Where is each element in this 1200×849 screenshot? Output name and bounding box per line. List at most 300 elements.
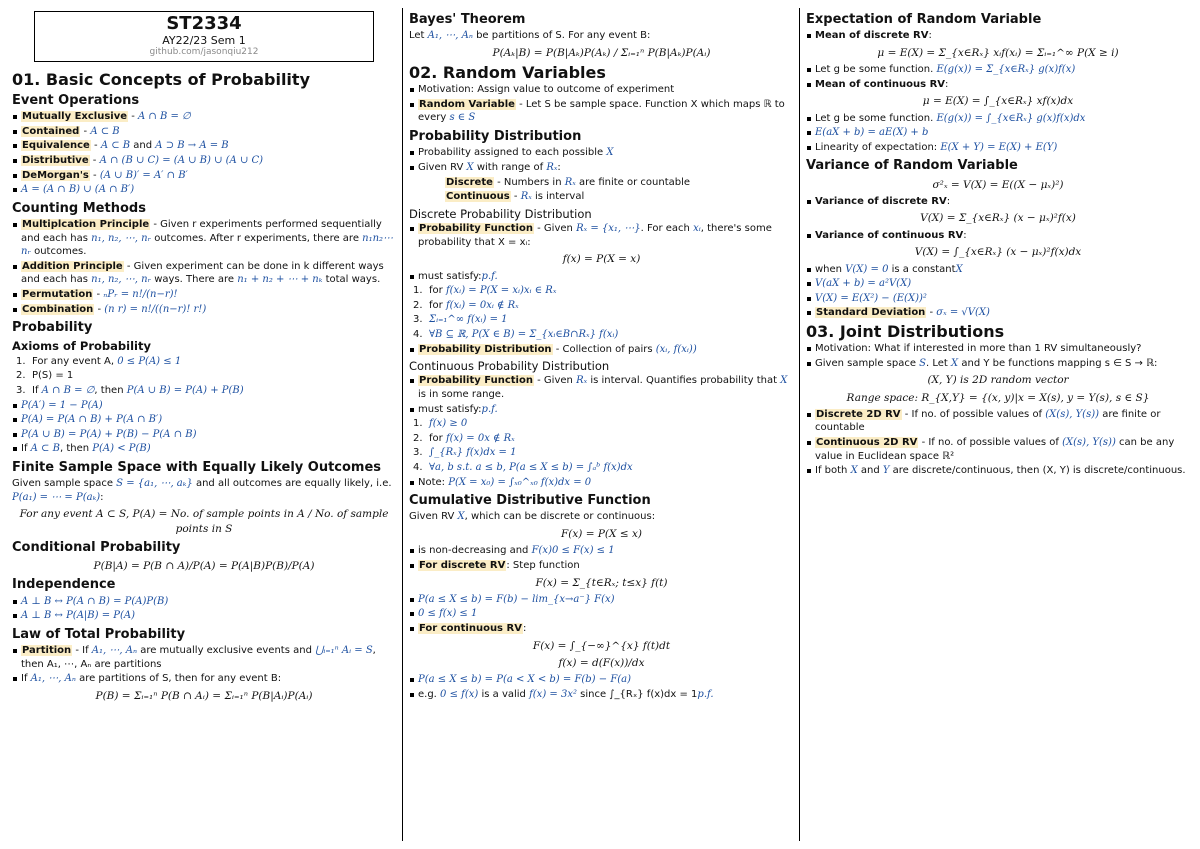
text-run: e.g. (418, 688, 441, 700)
math-expression: X (955, 263, 963, 275)
section-heading: Finite Sample Space with Equally Likely Outcomes (12, 459, 382, 475)
item-number: 1. (413, 418, 423, 430)
text-run: - If no. of possible values of (901, 408, 1046, 420)
bullet-item (12, 218, 396, 259)
math-expression: A ∩ (B ∪ C) = (A ∪ B) ∪ (A ∪ C) (99, 155, 264, 166)
math-expression: Σᵢ₌₁^∞ f(xᵢ) = 1 (429, 314, 508, 326)
text-run: . For each (640, 223, 694, 235)
section-heading: 03. Joint Distributions (806, 321, 1005, 341)
bold-term: Variance of continuous RV (815, 229, 964, 241)
math-expression: A ⊥ B ↔ P(A|B) = P(A) (21, 610, 136, 622)
text-run: Let g be some function. (815, 112, 937, 124)
math-expression: 0 ≤ f(x) (440, 688, 479, 700)
text-run: - (80, 125, 91, 137)
equation: μ = E(X) = ∫_{x∈Rₓ} xf(x)dx (922, 95, 1074, 108)
bullet-item (409, 673, 794, 687)
bullet-item (12, 399, 396, 413)
math-expression: E(g(x)) = Σ_{x∈Rₓ} g(x)f(x) (936, 64, 1076, 76)
item-number: 2. (413, 432, 423, 444)
text-run: is a valid (478, 688, 530, 700)
math-expression: n₁n₂⋯nᵣ (21, 232, 394, 258)
numbered-item (16, 355, 396, 369)
bullet-item (409, 622, 794, 636)
highlighted-term: Multiplcation Principle (22, 219, 150, 231)
math-expression: ⋃ᵢ₌₁ⁿ Aᵢ = S (315, 645, 373, 657)
bullet-item (409, 607, 794, 621)
bullet-item (12, 288, 396, 302)
column-divider (402, 8, 403, 841)
text-run: - (94, 303, 105, 315)
math-expression: F(x) (531, 545, 552, 557)
text-run: is interval (531, 191, 585, 203)
text-run: with range of (473, 161, 547, 173)
highlighted-term: Continuous 2D RV (816, 437, 918, 449)
bullet-item (806, 229, 1190, 243)
math-expression: P(a ≤ X ≤ b) = P(a < X < b) = F(b) − F(a) (418, 674, 632, 686)
highlighted-term: Contained (22, 125, 80, 137)
math-expression: V(aX + b) = a²V(X) (815, 278, 912, 290)
bold-term: Mean of discrete RV (815, 30, 929, 42)
text-paragraph (409, 510, 794, 524)
bullet-item (409, 593, 794, 607)
math-expression: ∀a, b s.t. a ≤ b, P(a ≤ X ≤ b) = ∫ₐᵇ f(x)dx (429, 462, 633, 474)
math-expression: n₁, n₂, ⋯, nᵣ (91, 232, 152, 244)
math-expression: A₁, ⋯, Aₙ (427, 30, 473, 42)
bullet-item (12, 442, 396, 456)
math-expression: A₁, ⋯, Aₙ (91, 645, 138, 657)
item-number: 1. (413, 285, 423, 297)
text-run: ways. There are (151, 274, 238, 286)
text-run: Let (409, 30, 428, 42)
item-number: 3. (413, 314, 423, 326)
bullet-item (12, 154, 396, 168)
math-expression: (xᵢ, f(xᵢ)) (655, 343, 697, 355)
text-run: are discrete/continuous, then (X, Y) is discrete/continuous. (889, 465, 1186, 477)
math-expression: A ⊥ B ↔ P(A ∩ B) = P(A)P(B) (21, 595, 169, 607)
math-expression: σₓ = √V(X) (936, 307, 990, 319)
math-expression: S (919, 357, 927, 369)
highlighted-term: Random Variable (419, 98, 515, 110)
text-run: : (963, 229, 967, 241)
bullet-item (12, 110, 396, 124)
text-run: , which can be discrete or continuous: (464, 511, 656, 523)
math-expression: P(A ∪ B) = P(A) + P(B) − P(A ∩ B) (21, 428, 197, 440)
math-expression: f(x) = 0 (445, 432, 485, 444)
math-expression: 0 ≤ f(x) ≤ 1 (418, 608, 478, 620)
section-heading: 01. Basic Concepts of Probability (12, 69, 310, 89)
math-expression: A ⊂ B (30, 443, 60, 455)
text-run: : (557, 161, 561, 173)
text-run: - Numbers in (493, 176, 565, 188)
math-expression: A ∩ B = ∅ (41, 385, 95, 396)
text-run: - (510, 191, 521, 203)
math-expression: A = (A ∩ B) ∪ (A ∩ B′) (21, 184, 135, 196)
equation: f(x) = P(X = x) (562, 253, 641, 266)
highlighted-term: For continuous RV (419, 622, 522, 634)
text-run: is a constant (888, 263, 956, 275)
math-expression: f(x) = 3x² (529, 688, 577, 700)
section-heading: Probability Distribution (409, 129, 582, 145)
section-heading: Independence (12, 577, 116, 593)
text-run: - Given (533, 223, 577, 235)
bullet-item (12, 139, 396, 153)
bullet-item (409, 98, 794, 125)
highlighted-term: Standard Deviation (816, 307, 926, 319)
column-1 (12, 8, 396, 843)
bullet-item (806, 112, 1190, 126)
highlighted-term: Equivalence (22, 140, 90, 152)
text-run: must satisfy: (418, 270, 482, 282)
text-run: for (429, 299, 446, 311)
bullet-item (806, 78, 1190, 92)
math-expression: X (780, 375, 788, 387)
text-run: are partitions of S, then for any event B: (75, 673, 282, 685)
math-expression: f(xᵢ) = P(X = xᵢ) (445, 285, 524, 297)
item-number: 2. (413, 299, 423, 311)
text-run: : (928, 30, 932, 42)
bullet-item (12, 125, 396, 139)
text-run: - (89, 155, 100, 166)
math-expression: X (457, 511, 465, 523)
highlighted-term: Distributive (22, 155, 89, 166)
math-expression: 0 ≤ F(x) ≤ 1 (551, 545, 615, 557)
math-expression: (n r) = n!/((n−r)! r!) (104, 303, 207, 315)
text-run: and all outcomes are equally likely, i.e. (192, 478, 392, 490)
math-expression: X (850, 465, 858, 477)
text-run: - (89, 169, 100, 181)
section-heading: Event Operations (12, 92, 140, 108)
equation: (X, Y) is 2D random vector (927, 374, 1069, 387)
item-number: 3. (16, 385, 26, 396)
item-number: 3. (413, 447, 423, 459)
math-expression: A₁, ⋯, Aₙ (30, 673, 76, 685)
math-expression: ₙPᵣ = n!/(n−r)! (103, 289, 178, 300)
math-expression: (A ∪ B)′ = A′ ∩ B′ (99, 169, 188, 181)
equation: For any event A ⊂ S, P(A) = No. of sample points in A / No. of sample points in S (19, 508, 389, 535)
bullet-item (806, 29, 1190, 43)
text-run: - (128, 111, 138, 123)
bullet-item (12, 644, 396, 671)
math-expression: E(g(x)) = ∫_{x∈Rₓ} g(x)f(x)dx (936, 112, 1086, 124)
text-run: Let g be some function. (815, 64, 937, 76)
numbered-item (413, 432, 794, 446)
math-expression: Y (882, 465, 890, 477)
highlighted-term: For discrete RV (419, 559, 506, 571)
text-run: - Collection of pairs (552, 343, 656, 355)
text-run: If both (815, 465, 851, 477)
equation: P(B) = Σᵢ₌₁ⁿ P(B ∩ Aᵢ) = Σᵢ₌₁ⁿ P(B|Aᵢ)P(Aᵢ) (95, 689, 313, 702)
column-divider (799, 8, 800, 841)
section-heading: Cumulative Distributive Function (409, 493, 651, 509)
text-run: is interval. Quantifies probability that (587, 375, 781, 387)
title-box (34, 11, 374, 62)
bullet-item (409, 343, 794, 357)
numbered-item (413, 328, 794, 342)
text-run: and (130, 140, 156, 152)
bullet-item (409, 688, 794, 702)
bullet-item (806, 263, 1190, 277)
section-heading: Continuous Probability Distribution (409, 359, 610, 374)
math-expression: P(A) < P(B) (92, 443, 151, 455)
numbered-item (16, 384, 396, 398)
highlighted-term: Mutually Exclusive (22, 111, 128, 123)
math-expression: A ⊂ B (100, 140, 131, 152)
page-subtitle: AY22/23 Sem 1 (162, 33, 246, 47)
item-number: 4. (413, 462, 423, 474)
equation: F(x) = ∫_{−∞}^{x} f(t)dt (532, 639, 671, 652)
text-run: Given RV (418, 161, 467, 173)
math-expression: X (951, 357, 959, 369)
math-expression: A ⊂ B (90, 125, 120, 137)
text-run: when (815, 263, 846, 275)
math-expression: Rₓ (576, 375, 588, 387)
bullet-item (409, 374, 794, 401)
equation: P(B|A) = P(B ∩ A)/P(A) = P(A|B)P(B)/P(A) (93, 560, 315, 573)
section-heading: Expectation of Random Variable (806, 12, 1042, 27)
math-expression: Rₓ = {x₁, ⋯} (576, 223, 641, 235)
text-run: Given RV (409, 511, 458, 523)
equation: σ²ₓ = V(X) = E((X − μₓ)²) (932, 178, 1064, 191)
math-expression: P(A′) = 1 − P(A) (21, 399, 103, 411)
text-run: Note: (418, 476, 449, 488)
text-paragraph (409, 176, 794, 190)
numbered-item (413, 417, 794, 431)
text-run: : (946, 195, 951, 207)
math-expression: f(x) ≥ 0 (429, 418, 468, 430)
math-expression: X (606, 147, 614, 159)
text-run: for (429, 285, 446, 297)
equation: V(X) = ∫_{x∈Rₓ} (x − μₓ)²f(x)dx (914, 246, 1082, 259)
math-expression: f(xᵢ) = 0 (445, 299, 487, 311)
math-expression: xᵢ ∉ Rₓ (486, 299, 519, 311)
highlighted-term: Discrete 2D RV (816, 408, 901, 420)
math-expression: n₁, n₂, ⋯, nᵣ (91, 274, 152, 286)
bullet-item (806, 141, 1190, 155)
text-run: Motivation: What if interested in more than 1 RV simultaneously? (815, 343, 1142, 355)
numbered-item (16, 369, 396, 383)
bullet-item (806, 195, 1190, 209)
math-expression: p.f. (697, 688, 714, 700)
bullet-item (12, 303, 396, 317)
highlighted-term: Probability Function (419, 223, 533, 235)
text-run: are finite or countable (575, 176, 691, 188)
bullet-item (409, 161, 794, 175)
bullet-item (806, 464, 1190, 478)
section-heading: 02. Random Variables (409, 63, 606, 83)
numbered-item (413, 461, 794, 475)
equation: f(x) = d(F(x))/dx (558, 656, 645, 669)
item-number: 2. (16, 370, 26, 382)
bullet-item (409, 403, 794, 417)
math-expression: Rₓ (546, 161, 558, 173)
bullet-item (806, 126, 1190, 140)
math-expression: V(X) = E(X²) − (E(X))² (815, 292, 927, 304)
math-expression: A ∩ B = ∅ (137, 111, 191, 123)
text-paragraph (12, 477, 396, 504)
text-run: outcomes. (30, 246, 87, 258)
bullet-item (409, 146, 794, 160)
text-run: outcomes. After r experiments, there are (151, 232, 363, 244)
text-run: must satisfy: (418, 403, 482, 415)
text-run: Linearity of expectation: (815, 141, 941, 153)
math-expression: P(a ≤ X ≤ b) = F(b) − lim_{x→a⁻} F(x) (418, 593, 615, 605)
bullet-item (806, 357, 1190, 371)
math-expression: P(X = x₀) = ∫ₓ₀^ₓ₀ f(x)dx = 0 (448, 476, 592, 488)
highlighted-term: Probability Distribution (419, 343, 552, 355)
text-run: since ∫_{Rₓ} f(x)dx = 1 (576, 688, 698, 700)
text-run: , then A₁, ⋯, Aₙ are partitions (21, 645, 376, 670)
bullet-item (409, 559, 794, 573)
text-run: - Given r experiments performed sequentially and each has (21, 219, 382, 244)
section-heading: Variance of Random Variable (806, 158, 1018, 174)
bullet-item (806, 277, 1190, 291)
text-run: Given sample space (12, 478, 117, 490)
text-run: : (100, 491, 104, 503)
highlighted-term: DeMorgan's (22, 169, 89, 181)
text-run: - Given experiment can be done in k different ways and each has (21, 260, 384, 286)
numbered-item (413, 446, 794, 460)
bullet-item (806, 342, 1190, 356)
text-run: : (945, 78, 949, 90)
bold-term: Mean of continuous RV (815, 78, 946, 90)
text-run: - If no. of possible values of (918, 437, 1063, 449)
bullet-item (12, 428, 396, 442)
bold-term: Variance of discrete RV (815, 195, 947, 207)
section-heading: Axioms of Probability (12, 339, 151, 354)
bullet-item (409, 222, 794, 249)
math-expression: s ∈ S (449, 112, 476, 124)
bullet-item (12, 260, 396, 287)
text-run: - Let S be sample space. Function X which maps ℝ to every (418, 98, 785, 124)
math-expression: E(aX + b) = aE(X) + b (815, 127, 929, 139)
bullet-item (806, 436, 1190, 463)
text-run: For any event A, (32, 355, 118, 367)
bullet-item (409, 83, 794, 97)
bullet-item (409, 270, 794, 284)
highlighted-term: Permutation (22, 289, 93, 300)
equation: F(x) = Σ_{t∈Rₓ; t≤x} f(t) (535, 576, 668, 589)
text-run: and (857, 465, 883, 477)
math-expression: (X(s), Y(s)) (1062, 437, 1116, 449)
section-heading: Conditional Probability (12, 539, 181, 555)
math-expression: Rₓ (520, 191, 532, 203)
text-run: Motivation: Assign value to outcome of experiment (418, 84, 675, 96)
highlighted-term: Probability Function (419, 375, 533, 387)
bullet-item (12, 595, 396, 609)
section-heading: Bayes' Theorem (409, 12, 526, 27)
math-expression: p.f. (481, 270, 498, 282)
text-run: P(S) = 1 (32, 370, 74, 382)
math-expression: ∫_{Rₓ} f(x)dx = 1 (429, 447, 517, 459)
text-run: , then (94, 385, 127, 396)
text-run: Given sample space (815, 357, 920, 369)
bullet-item (12, 169, 396, 183)
highlighted-term: Combination (22, 303, 94, 315)
page-title: ST2334 (166, 13, 242, 34)
math-expression: E(X + Y) = E(X) + E(Y) (940, 141, 1058, 153)
text-run: , there's some probability that X = xᵢ: (418, 223, 772, 248)
bullet-item (806, 63, 1190, 77)
numbered-item (413, 284, 794, 298)
text-run: be partitions of S. For any event B: (472, 30, 651, 42)
math-expression: ∀B ⊆ ℝ, P(X ∈ B) = Σ_{xᵢ∈B∩Rₓ} f(xᵢ) (429, 328, 619, 340)
math-expression: P(a₁) = ⋯ = P(aₖ) (12, 491, 101, 503)
text-run: . Let (926, 357, 952, 369)
column-2-content (409, 12, 794, 701)
math-expression: x ∉ Rₓ (484, 432, 515, 444)
text-run: for (429, 432, 446, 444)
math-expression: xᵢ ∈ Rₓ (523, 285, 557, 297)
equation: F(x) = P(X ≤ x) (560, 528, 642, 541)
text-run: total ways. (322, 274, 381, 286)
math-expression: n₁ + n₂ + ⋯ + nₖ (237, 274, 323, 286)
highlighted-term: Continuous (446, 191, 510, 203)
text-run: - (926, 307, 937, 319)
highlighted-term: Discrete (446, 176, 493, 188)
bullet-item (12, 672, 396, 686)
column-1-content (12, 70, 396, 703)
bullet-item (409, 476, 794, 490)
numbered-item (413, 299, 794, 313)
math-expression: P(A ∪ B) = P(A) + P(B) (126, 385, 244, 396)
text-run: - If (72, 645, 92, 657)
text-run: If (32, 385, 42, 396)
math-expression: p.f. (481, 403, 498, 415)
text-run: - (93, 289, 104, 300)
section-heading: Law of Total Probability (12, 626, 186, 642)
math-expression: P(A) = P(A ∩ B) + P(A ∩ B′) (21, 414, 163, 426)
highlighted-term: Partition (22, 645, 72, 657)
text-run: : (522, 622, 527, 634)
bullet-item (806, 408, 1190, 435)
math-expression: S = {a₁, ⋯, aₖ} (116, 478, 193, 490)
text-run: , then (59, 443, 93, 455)
text-run: and Y be functions mapping s ∈ S → ℝ: (958, 357, 1158, 369)
text-run: is in some range. (418, 389, 505, 401)
section-heading: Counting Methods (12, 200, 146, 216)
column-2 (409, 8, 794, 843)
math-expression: V(X) = 0 (845, 263, 889, 275)
math-expression: Rₓ (564, 176, 576, 188)
text-paragraph (409, 190, 794, 204)
math-expression: xᵢ (693, 223, 701, 235)
bullet-item (12, 183, 396, 197)
text-run: are finite or countable (815, 408, 1161, 434)
bullet-item (12, 413, 396, 427)
highlighted-term: Addition Principle (22, 260, 123, 272)
column-3-content (806, 12, 1190, 478)
text-run: are mutually exclusive events and (137, 645, 316, 657)
text-run: Probability assigned to each possible (418, 147, 607, 159)
item-number: 1. (16, 355, 26, 367)
bullet-item (409, 544, 794, 558)
bullet-item (806, 292, 1190, 306)
bullet-item (12, 609, 396, 623)
github-link[interactable]: github.com/jasonqiu212 (149, 46, 259, 57)
math-expression: (X(s), Y(s)) (1045, 408, 1100, 420)
text-paragraph (409, 29, 794, 43)
section-heading: Probability (12, 320, 93, 336)
math-expression: 0 ≤ P(A) ≤ 1 (117, 355, 182, 367)
bullet-item (806, 306, 1190, 320)
text-run: can be any value in Euclidean space ℝ² (815, 437, 1175, 462)
equation: V(X) = Σ_{x∈Rₓ} (x − μₓ)²f(x) (920, 212, 1076, 225)
column-3 (806, 8, 1190, 843)
text-run: If (21, 673, 31, 685)
text-run: - Given (533, 375, 577, 387)
equation: μ = E(X) = Σ_{x∈Rₓ} xᵢf(xᵢ) = Σᵢ₌₁^∞ P(X ≥ i) (877, 46, 1119, 59)
text-run: If (21, 443, 31, 455)
